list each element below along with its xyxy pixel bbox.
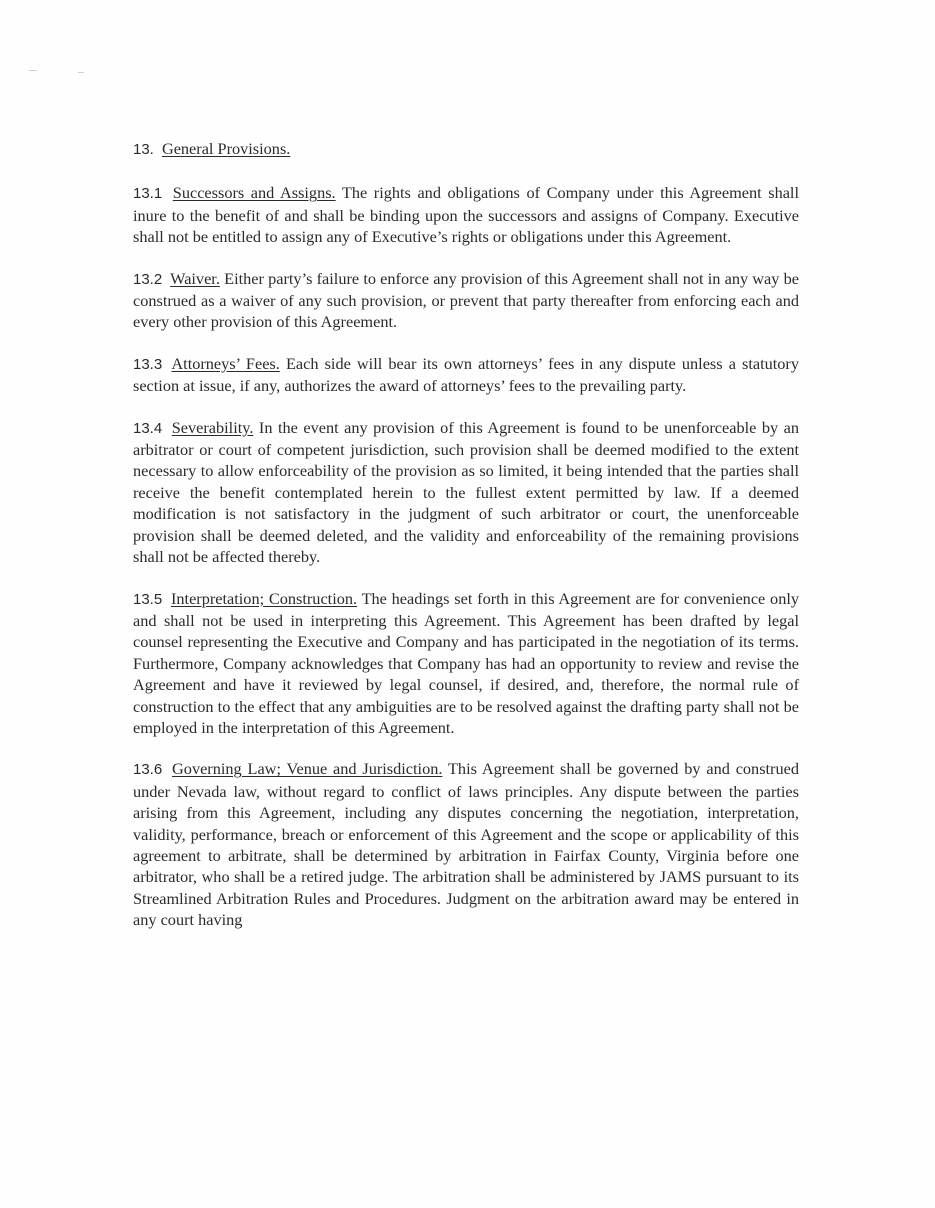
- section-number: 13.1: [133, 185, 163, 203]
- section-text: In the event any provision of this Agreement is found to be unenforceable by an arbitrator or court of competent jurisdiction, such provision shall be deemed modified to the extent necessary to allow enforceability of the provision as so limited, it being intended that the parties shall receive the benefit contemplated herein to the fullest extent permitted by law. If a deemed modification is not satisfactory in the judgment of such arbitrator or court, the unenforceable provision shall be deemed deleted, and the validity and enforceability of the remaining provisions shall not be affected thereby.: [133, 417, 799, 567]
- document-body: [133, 138, 799, 951]
- scan-artifact: [29, 70, 37, 71]
- section-13-4: [133, 417, 799, 568]
- section-title: Governing Law; Venue and Jurisdiction.: [172, 759, 443, 779]
- heading-number: 13.: [133, 141, 154, 158]
- section-13-3: [133, 353, 799, 397]
- section-text: The headings set forth in this Agreement are for convenience only and shall not be used in interpreting this Agreement. This Agreement has been drafted by legal counsel representing the Executive and Company and has participated in the negotiation of its terms. Furthermore, Company acknowledges that Company has had an opportunity to review and revise the Agreement and have it reviewed by legal counsel, if desired, and, therefore, the normal rule of construction to the effect that any ambiguities are to be resolved against the drafting party shall not be employed in the interpretation of this Agreement.: [133, 588, 799, 737]
- heading-title: General Provisions.: [161, 139, 291, 158]
- section-13-1: [133, 182, 799, 247]
- section-title: Interpretation; Construction.: [170, 588, 358, 608]
- section-heading: [133, 138, 799, 160]
- scan-artifact: [78, 72, 84, 73]
- section-title: Successors and Assigns.: [172, 183, 336, 203]
- section-text: This Agreement shall be governed by and construed under Nevada law, without regard to conflict of laws principles. Any dispute between the parties arising from this Agreement, including any disputes concerning the negotiation, interpretation, validity, performance, breach or enforcement of this Agreement and the scope or applicability of this agreement to arbitrate, shall be determined by arbitration in Fairfax County, Virginia before one arbitrator, who shall be a retired judge. The arbitration shall be administered by JAMS pursuant to its Streamlined Arbitration Rules and Procedures. Judgment on the arbitration award may be entered in any court having: [133, 759, 799, 930]
- section-title: Severability.: [171, 417, 254, 437]
- section-title: Attorneys’ Fees.: [171, 353, 280, 373]
- section-number: 13.3: [133, 355, 163, 373]
- section-number: 13.5: [133, 590, 163, 608]
- section-number: 13.6: [133, 761, 163, 779]
- section-text: The rights and obligations of Company under this Agreement shall inure to the benefit of and shall be binding upon the successors and assigns of Company. Executive shall not be entitled to assign any of Executive’s rights or obligations under this Agreement.: [133, 183, 799, 247]
- section-text: Either party’s failure to enforce any provision of this Agreement shall not in any way be construed as a waiver of any such provision, or prevent that party thereafter from enforcing each and every other provision of this Agreement.: [133, 268, 799, 332]
- section-13-2: [133, 268, 799, 333]
- section-title: Waiver.: [170, 268, 220, 288]
- section-number: 13.2: [133, 270, 163, 288]
- section-text: Each side will bear its own attorneys’ fees in any dispute unless a statutory section at issue, if any, authorizes the award of attorneys’ fees to the prevailing party.: [133, 353, 799, 396]
- section-13-5: [133, 588, 799, 739]
- section-number: 13.4: [133, 419, 163, 437]
- section-13-6: [133, 758, 799, 930]
